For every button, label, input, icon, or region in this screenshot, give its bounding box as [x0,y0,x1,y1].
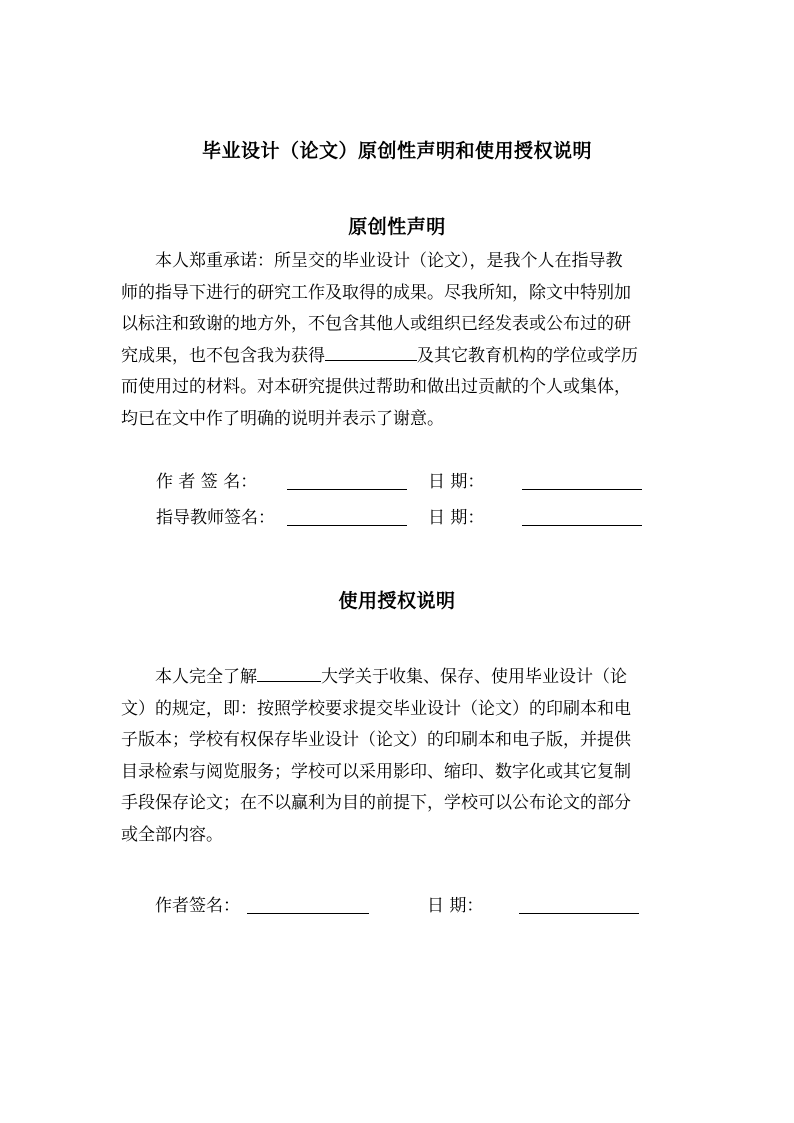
authorization-signature-label: 作者签名： [155,896,240,916]
statement-line-with-blank [121,341,676,373]
university-blank [257,665,321,682]
authorization-date-label: 日 期： [427,896,484,916]
author-signature-label: 作 者 签 名： [156,472,258,492]
authorization-text: 大学关于收集、保存、使用毕业设计（论 [321,667,627,687]
statement-line: 均已在文中作了明确的说明并表示了谢意。 [121,408,444,429]
advisor-signature-line [287,525,407,526]
advisor-signature-label: 指导教师签名： [156,508,275,528]
author-date-label: 日 期： [428,472,485,492]
statement-text: 究成果，也不包含我为获得 [121,345,325,366]
advisor-date-label: 日 期： [428,508,485,528]
statement-line: 而使用过的材料。对本研究提供过帮助和做出过贡献的个人或集体， [121,377,631,397]
authorization-statement [121,662,676,851]
authorization-date-line [519,913,639,914]
authorization-line: 手段保存论文；在不以赢利为目的前提下，学校可以公布论文的部分 [121,793,631,813]
author-date-line [522,489,642,490]
authorization-line: 目录检索与阅览服务；学校可以采用影印、缩印、数字化或其它复制 [121,761,631,782]
authorization-signature-line [247,913,369,914]
advisor-signature-row [156,506,656,530]
authorization-section-title: 使用授权说明 [338,590,456,612]
document-title: 毕业设计（论文）原创性声明和使用授权说明 [201,140,592,162]
advisor-date-line [522,525,642,526]
authorization-signature-row [155,894,655,918]
statement-line: 以标注和致谢的地方外，不包含其他人或组织已经发表或公布过的研 [121,314,631,334]
authorization-line-with-blank [121,662,676,694]
author-signature-line [287,489,407,490]
statement-line: 本人郑重承诺：所呈交的毕业设计（论文），是我个人在指导教 [155,251,623,271]
authorization-line: 子版本；学校有权保存毕业设计（论文）的印刷本和电子版，并提供 [121,730,631,750]
statement-line: 师的指导下进行的研究工作及取得的成果。尽我所知，除文中特别加 [121,282,631,303]
statement-text: 及其它教育机构的学位或学历 [417,345,638,366]
authorization-line: 或全部内容。 [121,824,223,845]
degree-blank [325,344,417,361]
authorization-line: 文）的规定，即：按照学校要求提交毕业设计（论文）的印刷本和电 [121,698,631,719]
author-signature-row [156,470,656,494]
originality-statement [121,246,676,435]
originality-section-title: 原创性声明 [348,216,446,238]
authorization-text: 本人完全了解 [155,667,257,687]
